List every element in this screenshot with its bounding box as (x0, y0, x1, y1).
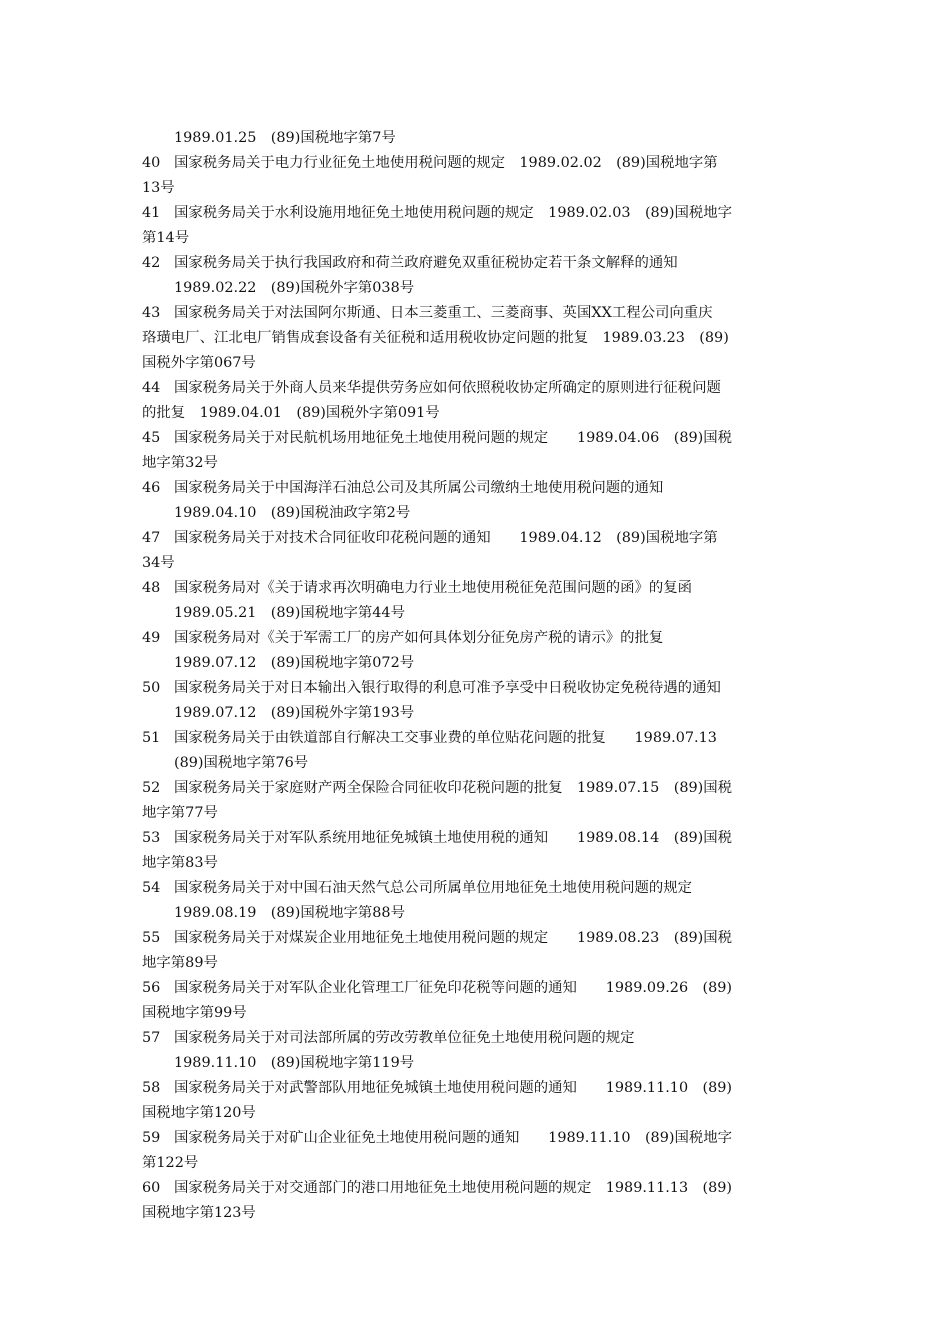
entry-text: 国家税务局关于对民航机场用地征免土地使用税问题的规定 1989.04.06 (89)国税 (174, 430, 733, 446)
entry-line (142, 751, 810, 776)
entry-text: 珞璜电厂、江北电厂销售成套设备有关征税和适用税收协定问题的批复 1989.03.23 (89) (142, 330, 729, 346)
entry-text: 国税地字第123号 (142, 1205, 256, 1221)
entry-line (142, 1001, 810, 1026)
entry-text: 国家税务局关于对军队企业化管理工厂征免印花税等问题的通知 1989.09.26 (89) (174, 980, 733, 996)
entry-text: 第14号 (142, 230, 190, 246)
entry-line (142, 576, 810, 601)
document-entry (142, 1126, 810, 1176)
entry-line (142, 1101, 810, 1126)
entry-line (142, 301, 810, 326)
entry-number: 56 (142, 980, 161, 996)
entry-number: 60 (142, 1180, 161, 1196)
document-entry (142, 776, 810, 826)
entry-line (142, 976, 810, 1001)
entry-text: 国家税务局关于对军队系统用地征免城镇土地使用税的通知 1989.08.14 (89)国税 (174, 830, 733, 846)
document-entry (142, 301, 810, 376)
entry-text: 1989.07.12 (89)国税地字第072号 (174, 655, 415, 671)
entry-number: 48 (142, 580, 161, 596)
entry-text: 1989.04.10 (89)国税油政字第2号 (174, 505, 411, 521)
entry-line (142, 151, 810, 176)
document-entry (142, 476, 810, 526)
entry-number: 44 (142, 380, 161, 396)
document-entry (142, 376, 810, 426)
entry-line (142, 126, 810, 151)
entry-line (142, 776, 810, 801)
entry-number: 41 (142, 205, 161, 221)
entry-text: 国家税务局关于外商人员来华提供劳务应如何依照税收协定所确定的原则进行征税问题 (174, 380, 721, 396)
entry-text: 13号 (142, 180, 175, 196)
entry-text: 国家税务局关于由铁道部自行解决工交事业费的单位贴花问题的批复 1989.07.13 (174, 730, 717, 746)
entry-text: 1989.07.12 (89)国税外字第193号 (174, 705, 415, 721)
entry-line (142, 401, 810, 426)
document-entry (142, 201, 810, 251)
document-page (142, 126, 810, 1226)
entry-text: 的批复 1989.04.01 (89)国税外字第091号 (142, 405, 440, 421)
entry-line (142, 201, 810, 226)
entry-text: 国家税务局关于对中国石油天然气总公司所属单位用地征免土地使用税问题的规定 (174, 880, 693, 896)
entry-number: 58 (142, 1080, 161, 1096)
entry-number: 52 (142, 780, 161, 796)
entry-line (142, 1151, 810, 1176)
entry-number: 47 (142, 530, 161, 546)
entry-line (142, 501, 810, 526)
entry-text: 1989.01.25 (89)国税地字第7号 (174, 130, 396, 146)
entry-number: 53 (142, 830, 161, 846)
entry-line (142, 926, 810, 951)
entry-line (142, 876, 810, 901)
entry-line (142, 1026, 810, 1051)
entry-line (142, 826, 810, 851)
entry-line (142, 1176, 810, 1201)
entry-line (142, 551, 810, 576)
entry-text: 国家税务局关于对司法部所属的劳改劳教单位征免土地使用税问题的规定 (174, 1030, 635, 1046)
document-entry (142, 926, 810, 976)
entry-number: 54 (142, 880, 161, 896)
document-entry (142, 676, 810, 726)
entry-text: 地字第83号 (142, 855, 218, 871)
entry-line (142, 351, 810, 376)
entry-line (142, 276, 810, 301)
entry-line (142, 951, 810, 976)
entry-line (142, 176, 810, 201)
document-entry (142, 626, 810, 676)
entry-number: 42 (142, 255, 161, 271)
entry-line (142, 526, 810, 551)
entry-line (142, 626, 810, 651)
entry-number: 43 (142, 305, 161, 321)
document-entry (142, 826, 810, 876)
document-entry (142, 526, 810, 576)
entry-text: 国家税务局对《关于请求再次明确电力行业土地使用税征免范围问题的函》的复函 (174, 580, 693, 596)
entry-line (142, 251, 810, 276)
entry-text: 国家税务局关于对法国阿尔斯通、日本三菱重工、三菱商事、英国XX工程公司向重庆 (174, 305, 713, 321)
entry-text: 国家税务局关于对矿山企业征免土地使用税问题的通知 1989.11.10 (89)国税地字 (174, 1130, 733, 1146)
entry-text: 34号 (142, 555, 175, 571)
entry-number: 46 (142, 480, 161, 496)
entry-line (142, 1076, 810, 1101)
document-entry (142, 726, 810, 776)
entry-text: 国税地字第120号 (142, 1105, 256, 1121)
entry-line (142, 701, 810, 726)
entry-number: 40 (142, 155, 161, 171)
entry-line (142, 326, 810, 351)
entry-text: 国家税务局关于家庭财产两全保险合同征收印花税问题的批复 1989.07.15 (89)国税 (174, 780, 733, 796)
entry-line (142, 901, 810, 926)
entry-line (142, 376, 810, 401)
entry-text: 国家税务局对《关于军需工厂的房产如何具体划分征免房产税的请示》的批复 (174, 630, 664, 646)
entry-text: 国家税务局关于对武警部队用地征免城镇土地使用税问题的通知 1989.11.10 (89) (174, 1080, 733, 1096)
document-entry (142, 1176, 810, 1226)
entry-number: 57 (142, 1030, 161, 1046)
document-entry (142, 251, 810, 301)
document-entry (142, 876, 810, 926)
entry-text: 国税地字第99号 (142, 1005, 247, 1021)
document-entry (142, 1026, 810, 1076)
document-entry (142, 426, 810, 476)
document-entry (142, 1076, 810, 1126)
entry-text: 1989.05.21 (89)国税地字第44号 (174, 605, 405, 621)
entry-line (142, 1126, 810, 1151)
entry-line (142, 601, 810, 626)
entry-number: 55 (142, 930, 161, 946)
entry-line (142, 1201, 810, 1226)
entry-text: (89)国税地字第76号 (174, 755, 309, 771)
entry-number: 50 (142, 680, 161, 696)
entry-text: 地字第32号 (142, 455, 218, 471)
entry-line (142, 651, 810, 676)
document-entry (142, 126, 810, 151)
entry-number: 51 (142, 730, 161, 746)
entry-number: 59 (142, 1130, 161, 1146)
entry-text: 第122号 (142, 1155, 199, 1171)
entry-text: 国家税务局关于电力行业征免土地使用税问题的规定 1989.02.02 (89)国税地字第 (174, 155, 718, 171)
entry-line (142, 476, 810, 501)
entry-line (142, 1051, 810, 1076)
entry-line (142, 676, 810, 701)
entry-line (142, 451, 810, 476)
entry-text: 1989.02.22 (89)国税外字第038号 (174, 280, 415, 296)
entry-text: 国家税务局关于对交通部门的港口用地征免土地使用税问题的规定 1989.11.13 (89) (174, 1180, 733, 1196)
document-entry (142, 151, 810, 201)
entry-text: 国家税务局关于对煤炭企业用地征免土地使用税问题的规定 1989.08.23 (89)国税 (174, 930, 733, 946)
entry-line (142, 851, 810, 876)
entry-text: 地字第89号 (142, 955, 218, 971)
entry-line (142, 226, 810, 251)
entry-text: 国家税务局关于执行我国政府和荷兰政府避免双重征税协定若干条文解释的通知 (174, 255, 678, 271)
document-entry (142, 976, 810, 1026)
entry-text: 1989.08.19 (89)国税地字第88号 (174, 905, 405, 921)
entry-text: 地字第77号 (142, 805, 218, 821)
entry-text: 国家税务局关于中国海洋石油总公司及其所属公司缴纳土地使用税问题的通知 (174, 480, 664, 496)
entry-text: 国税外字第067号 (142, 355, 256, 371)
entry-line (142, 426, 810, 451)
document-entry (142, 576, 810, 626)
entry-number: 49 (142, 630, 161, 646)
entry-line (142, 726, 810, 751)
entry-text: 国家税务局关于对日本输出入银行取得的利息可准予享受中日税收协定免税待遇的通知 (174, 680, 721, 696)
entry-text: 国家税务局关于对技术合同征收印花税问题的通知 1989.04.12 (89)国税地字第 (174, 530, 718, 546)
entry-number: 45 (142, 430, 161, 446)
entry-text: 国家税务局关于水利设施用地征免土地使用税问题的规定 1989.02.03 (89)国税地字 (174, 205, 733, 221)
entry-text: 1989.11.10 (89)国税地字第119号 (174, 1055, 415, 1071)
entry-line (142, 801, 810, 826)
